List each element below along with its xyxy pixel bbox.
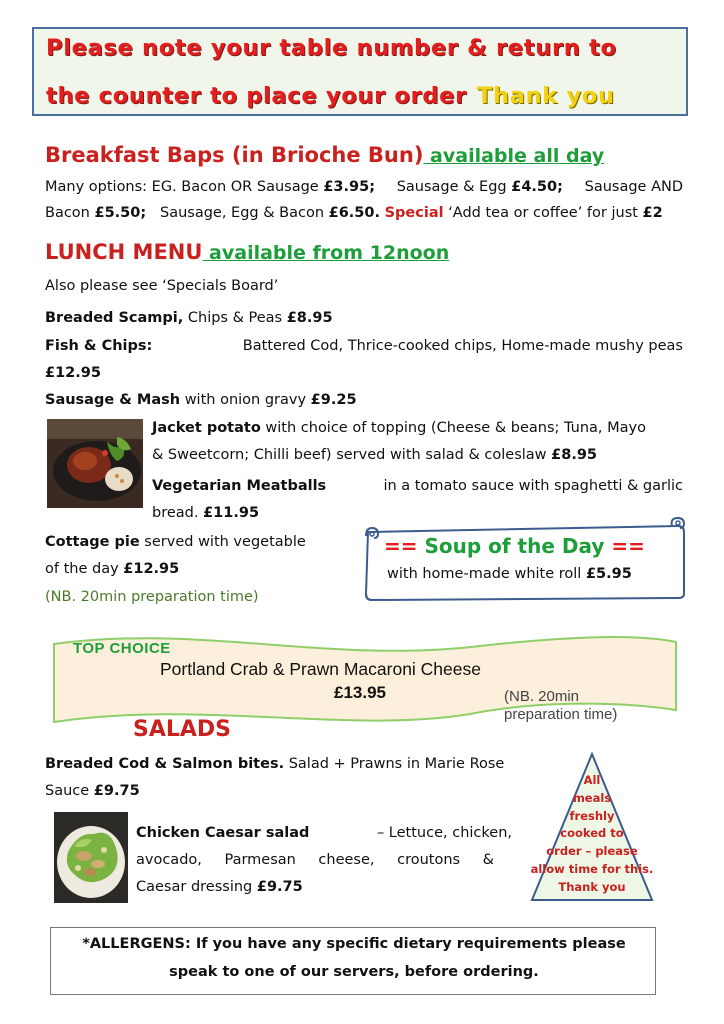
lunch-heading <box>45 240 449 264</box>
breakfast-availability: available all day <box>423 145 605 167</box>
caesar-salad-photo <box>54 812 128 903</box>
notice-line-2 <box>46 83 615 109</box>
cottage-line-2: of the day £12.95 <box>45 561 180 577</box>
menu-item-cod-salmon: Breaded Cod & Salmon bites. Salad + Prawns in Marie Rose <box>45 756 505 772</box>
price: £4.50; <box>511 179 563 195</box>
scroll-shape <box>356 516 686 602</box>
veg-line-2: bread. £11.95 <box>152 505 260 521</box>
menu-item-sausage: Sausage & Mash with onion gravy £9.25 <box>45 392 357 408</box>
price: £9.75 <box>256 879 303 895</box>
price: £8.95 <box>286 310 333 326</box>
allergens-box <box>50 927 656 995</box>
menu-item-veg-meatballs: Vegetarian Meatballs in a tomato sauce with spaghetti & garlic <box>152 478 683 494</box>
menu-item-jacket-potato: Jacket potato with choice of topping (Cheese & beans; Tuna, Mayo <box>152 420 646 436</box>
jacket-potato-photo <box>47 419 143 508</box>
special-label: Special <box>384 205 444 221</box>
crab-macaroni-price: £13.95 <box>334 683 386 702</box>
menu-item-cottage-pie: Cottage pie served with vegetable <box>45 534 306 550</box>
soup-of-the-day-box <box>356 516 686 602</box>
allergens-line-1: *ALLERGENS: If you have any specific dietary requirements please <box>82 936 626 952</box>
freshly-cooked-note <box>530 752 654 902</box>
price: £6.50. <box>328 205 380 221</box>
top-choice-label: TOP CHOICE <box>73 640 171 657</box>
notice-line-1: Please note your table number & return to <box>46 35 617 61</box>
price: £12.95 <box>123 561 180 577</box>
jacket-line-2: & Sweetcorn; Chilli beef) served with salad & coleslaw £8.95 <box>152 447 598 463</box>
lunch-availability: available from 12noon <box>202 242 450 264</box>
price: £2 <box>642 205 663 221</box>
cottage-prep-note: (NB. 20min preparation time) <box>45 589 259 605</box>
price: £5.50; <box>94 205 147 221</box>
triangle-text: All meals freshly cooked to order – please allow time for this. Thank you <box>530 773 654 894</box>
price: £5.95 <box>585 566 632 582</box>
crab-macaroni-title: Portland Crab & Prawn Macaroni Cheese <box>160 659 481 679</box>
salads-heading: SALADS <box>133 717 232 742</box>
breakfast-line-2: Bacon £5.50; Sausage, Egg & Bacon £6.50. Special ‘Add tea or coffee’ for just £2 <box>45 205 663 221</box>
soup-title: == Soup of the Day == <box>384 534 645 558</box>
order-notice-box <box>32 27 688 116</box>
menu-item-chicken-caesar: Chicken Caesar salad – Lettuce, chicken, <box>136 825 512 841</box>
price: £8.95 <box>551 447 598 463</box>
price: £9.75 <box>93 783 140 799</box>
cod-line-2: Sauce £9.75 <box>45 783 140 799</box>
caesar-line-2: avocado, Parmesan cheese, croutons & <box>136 852 494 868</box>
crab-prep-note: (NB. 20min preparation time) <box>504 688 618 723</box>
lunch-title: LUNCH MENU <box>45 240 203 264</box>
top-choice-banner <box>50 630 680 730</box>
price: £3.95; <box>323 179 375 195</box>
soup-desc: with home-made white roll £5.95 <box>387 566 632 582</box>
breakfast-title: Breakfast Baps (in Brioche Bun) <box>45 143 424 167</box>
caesar-line-3: Caesar dressing £9.75 <box>136 879 303 895</box>
breakfast-heading <box>45 143 604 167</box>
price: £9.25 <box>310 392 357 408</box>
menu-item-fish: Fish & Chips: Battered Cod, Thrice-cooked chips, Home-made mushy peas <box>45 338 683 354</box>
menu-item-scampi: Breaded Scampi, Chips & Peas £8.95 <box>45 310 333 326</box>
breakfast-line-1: Many options: EG. Bacon OR Sausage £3.95; Sausage & Egg £4.50; Sausage AND <box>45 179 683 195</box>
notice-line-2-text: the counter to place your order <box>46 83 467 109</box>
thank-you-text: Thank you <box>476 83 615 109</box>
fish-price: £12.95 <box>45 365 101 381</box>
price: £11.95 <box>203 505 260 521</box>
allergens-line-2: speak to one of our servers, before ordering. <box>169 964 539 980</box>
specials-board-note: Also please see ‘Specials Board’ <box>45 278 279 294</box>
